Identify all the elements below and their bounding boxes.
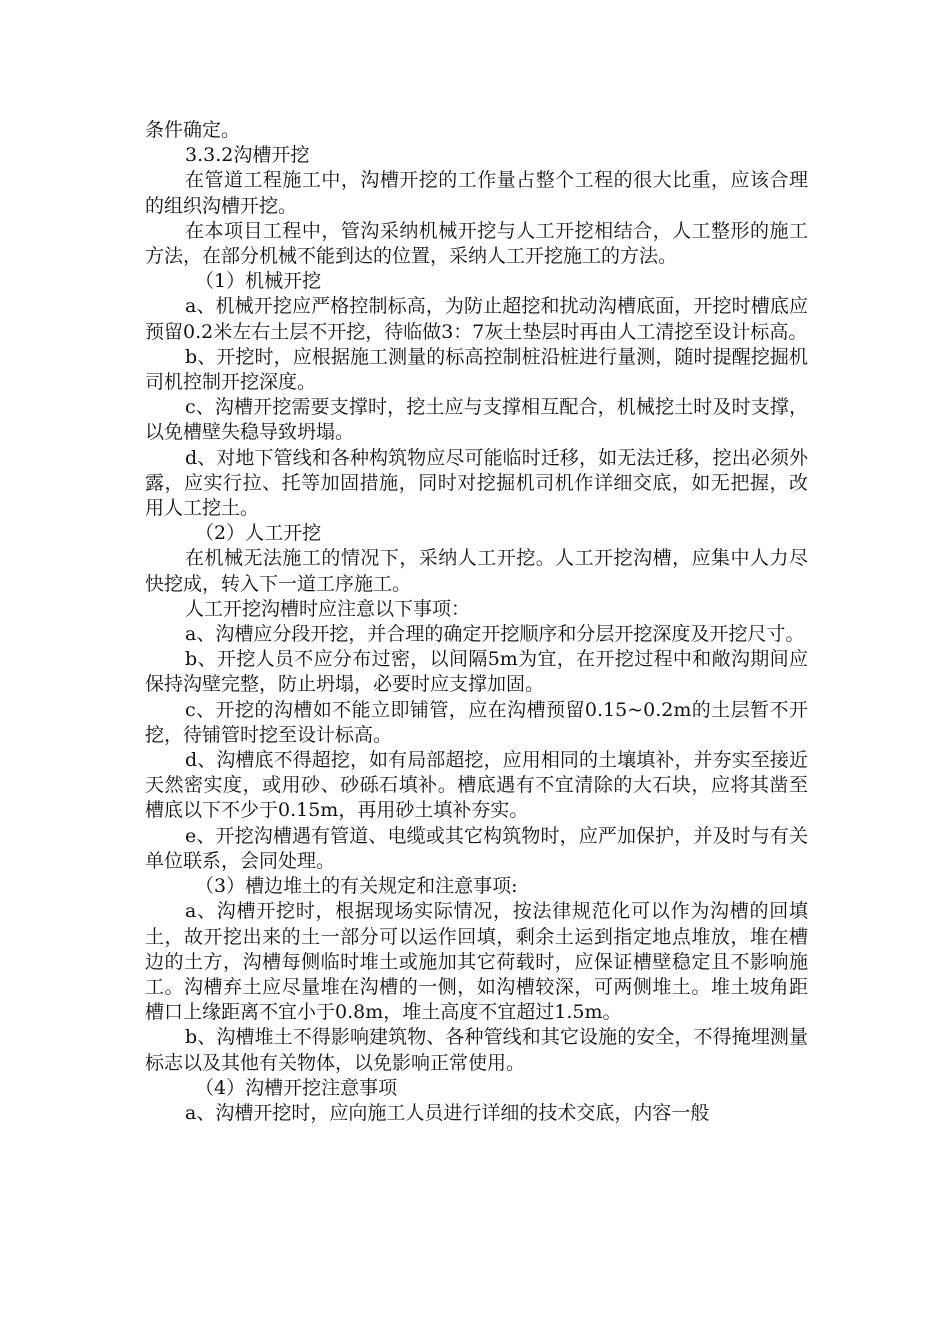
- list-item: a、机械开挖应严格控制标高，为防止超挖和扰动沟槽底面，开挖时槽底应预留0.2米左右土层不开挖，待临做3：7灰土垫层时再由人工清挖至设计标高。: [145, 295, 808, 343]
- list-item: e、开挖沟槽遇有管道、电缆或其它构筑物时，应严加保护，并及时与有关单位联系，会同处理。: [145, 824, 808, 872]
- subsection-heading: （3）槽边堆土的有关规定和注意事项:: [195, 875, 518, 898]
- section-heading: 3.3.2沟槽开挖: [185, 144, 310, 167]
- paragraph: 人工开挖沟槽时应注意以下事项：: [185, 597, 471, 620]
- list-item: b、开挖人员不应分布过密，以间隔5m为宜，在开挖过程中和敞沟期间应保持沟壁完整，防止坍塌，必要时应支撑加固。: [145, 648, 808, 696]
- subsection-heading: （4）沟槽开挖注意事项: [195, 1076, 398, 1099]
- list-item: a、沟槽开挖时，根据现场实际情况，按法律规范化可以作为沟槽的回填土，故开挖出来的土一部分可以运作回填，剩余土运到指定地点堆放，堆在槽边的土方，沟槽每侧临时堆土或施加其它荷载时，应保证槽壁稳定且不影响施工。沟槽弃土应尽量堆在沟槽的一侧，如沟槽较深，可两侧堆土。堆土坡角距槽口上缘距离不宜小于0.8m，堆土高度不宜超过1.5m。: [145, 900, 808, 1024]
- paragraph: 在机械无法施工的情况下，采纳人工开挖。人工开挖沟槽，应集中人力尽快挖成，转入下一道工序施工。: [145, 547, 808, 595]
- paragraph: 在管道工程施工中，沟槽开挖的工作量占整个工程的很大比重，应该合理的组织沟槽开挖。: [145, 169, 808, 217]
- paragraph-continuation: 条件确定。: [145, 119, 241, 141]
- list-item: b、开挖时，应根据施工测量的标高控制桩沿桩进行量测，随时提醒挖掘机司机控制开挖深度。: [145, 345, 808, 394]
- list-item: a、沟槽开挖时，应向施工人员进行详细的技术交底，内容一般: [185, 1101, 710, 1124]
- subsection-heading: （2）人工开挖: [195, 522, 322, 545]
- subsection-heading: （1）机械开挖: [195, 270, 322, 293]
- document-page: [145, 118, 808, 1126]
- list-item: c、沟槽开挖需要支撑时，挖土应与支撑相互配合，机械挖土时及时支撑，以免槽壁失稳导致坍塌。: [145, 396, 808, 444]
- paragraph: 在本项目工程中，管沟采纳机械开挖与人工开挖相结合，人工整形的施工方法，在部分机械不能到达的位置，采纳人工开挖施工的方法。: [145, 219, 808, 268]
- list-item: d、对地下管线和各种构筑物应尽可能临时迁移，如无法迁移，挖出必须外露，应实行拉、托等加固措施，同时对挖掘机司机作详细交底，如无把握，改用人工挖土。: [145, 446, 808, 520]
- list-item: c、开挖的沟槽如不能立即铺管，应在沟槽预留0.15~0.2m的土层暂不开挖，待铺管时挖至设计标高。: [145, 698, 808, 746]
- list-item: a、沟槽应分段开挖，并合理的确定开挖顺序和分层开挖深度及开挖尺寸。: [185, 623, 805, 646]
- list-item: d、沟槽底不得超挖，如有局部超挖，应用相同的土壤填补，并夯实至接近天然密实度，或用砂、砂砾石填补。槽底遇有不宜清除的大石块，应将其凿至槽底以下不少于0.15m，再用砂土填补夯实。: [145, 749, 808, 822]
- list-item: b、沟槽堆土不得影响建筑物、各种管线和其它设施的安全，不得掩埋测量标志以及其他有关物体，以免影响正常使用。: [145, 1026, 808, 1074]
